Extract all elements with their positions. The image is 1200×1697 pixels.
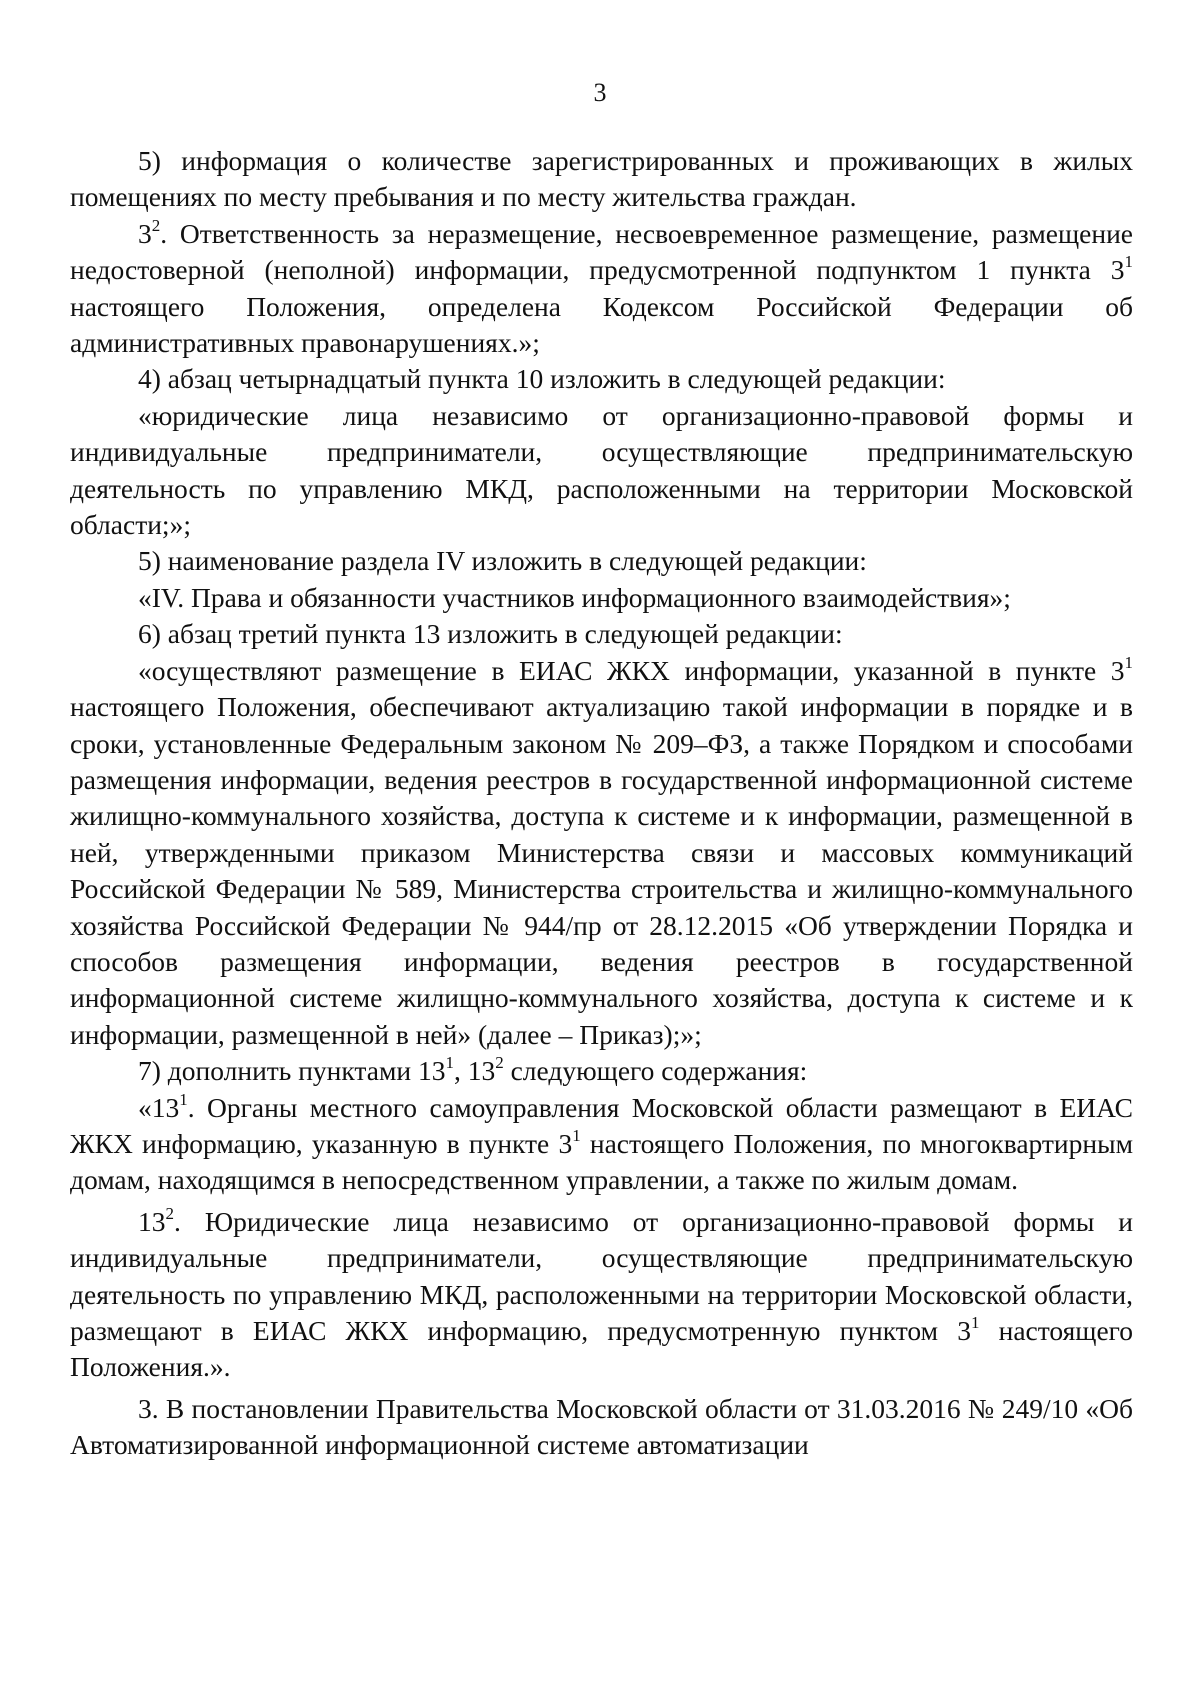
paragraph-text: 13 — [138, 1205, 166, 1237]
paragraph-amendment-6: 6) абзац третий пункта 13 изложить в следующей редакции: — [138, 618, 843, 650]
superscript: 1 — [1124, 252, 1133, 272]
superscript: 1 — [445, 1053, 454, 1073]
paragraph-quote-legal-entities: «юридические лица независимо от организационно-правовой формы и индивидуальные предприниматели, осуществляющие предпринимательскую деятельность по управлению МКД, расположенными на территории Московской области;»; — [70, 399, 1133, 541]
paragraph-text: настоящего Положения, по многоквартирным домам, находящимся в непосредственном управлении, а также по жилым домам. — [70, 1127, 1133, 1196]
paragraph-section-iv-title: «IV. Права и обязанности участников информационного взаимодействия»; — [138, 581, 1011, 613]
paragraph-amendment-5: 5) наименование раздела IV изложить в следующей редакции: — [138, 545, 867, 577]
superscript: 1 — [1124, 652, 1133, 672]
superscript: 2 — [495, 1053, 504, 1073]
paragraph-text: настоящего Положения.». — [70, 1315, 1133, 1383]
paragraph-clause-13-2 — [70, 1204, 1133, 1386]
superscript: 1 — [970, 1313, 980, 1332]
page-number: 3 — [593, 78, 607, 107]
paragraph-item-5-residents-info: 5) информация о количестве зарегистрированных и проживающих в жилых помещениях по месту пребывания и по месту жительства граждан. — [70, 145, 1133, 213]
clause-number: 3 — [138, 217, 152, 249]
paragraph-quote-placement — [70, 653, 1133, 1053]
paragraph-clause-3-2-responsibility — [70, 216, 1133, 362]
superscript: 1 — [572, 1125, 581, 1145]
paragraph-text: настоящего Положения, определена Кодексом Российской Федерации об административных правонарушениях.»; — [70, 290, 1133, 359]
paragraph-text: . Ответственность за неразмещение, несвоевременное размещение, размещение недостоверной (неполной) информации, предусмотренной подпунктом 1 пункта 3 — [70, 217, 1133, 286]
superscript: 2 — [165, 1203, 174, 1223]
document-body — [70, 143, 1133, 1464]
paragraph-text: , 13 — [453, 1055, 496, 1087]
superscript: 2 — [151, 215, 161, 235]
paragraph-text: «13 — [138, 1091, 180, 1123]
paragraph-text: . Юридические лица независимо от организационно-правовой формы и индивидуальные предприниматели, осуществляющие предпринимательскую деятельность по управлению МКД, расположенными на территории Московской области, размещают в ЕИАС ЖКХ информацию, предусмотренную пунктом 3 — [70, 1205, 1133, 1346]
superscript: 1 — [179, 1089, 188, 1109]
paragraph-amendment-7 — [70, 1053, 1133, 1089]
paragraph-text: «осуществляют размещение в ЕИАС ЖКХ информации, указанной в пункте 3 — [138, 654, 1125, 686]
paragraph-amendment-4: 4) абзац четырнадцатый пункта 10 изложить в следующей редакции: — [138, 363, 946, 395]
paragraph-text: настоящего Положения, обеспечивают актуализацию такой информации в порядке и в сроки, установленные Федеральным законом № 209–ФЗ, а также Порядком и способами размещения информации, ведения реестров в государственной информационной системе жилищно-коммунального хозяйства, доступа к системе и к информации, размещенной в ней, утвержденными приказом Министерства связи и массовых коммуникаций Российской Федерации № 589, Министерства строительства и жилищно-коммунального хозяйства Российской Федерации № 944/пр от 28.12.2015 «Об утверждении Порядка и способов размещения информации, ведения реестров в государственной информационной системе жилищно-коммунального хозяйства, доступа к системе и к информации, размещенной в ней» (далее – Приказ);»; — [70, 691, 1133, 1050]
paragraph-clause-13-1 — [70, 1090, 1133, 1199]
paragraph-text: . Органы местного самоуправления Московской области размещают в ЕИАС ЖКХ информацию, указанную в пункте 3 — [70, 1091, 1133, 1159]
paragraph-item-3-resolution: 3. В постановлении Правительства Московской области от 31.03.2016 № 249/10 «Об Автоматизированной информационной системе автоматизации — [70, 1392, 1133, 1461]
paragraph-text: 7) дополнить пунктами 13 — [138, 1055, 446, 1087]
paragraph-text: следующего содержания: — [503, 1055, 808, 1087]
